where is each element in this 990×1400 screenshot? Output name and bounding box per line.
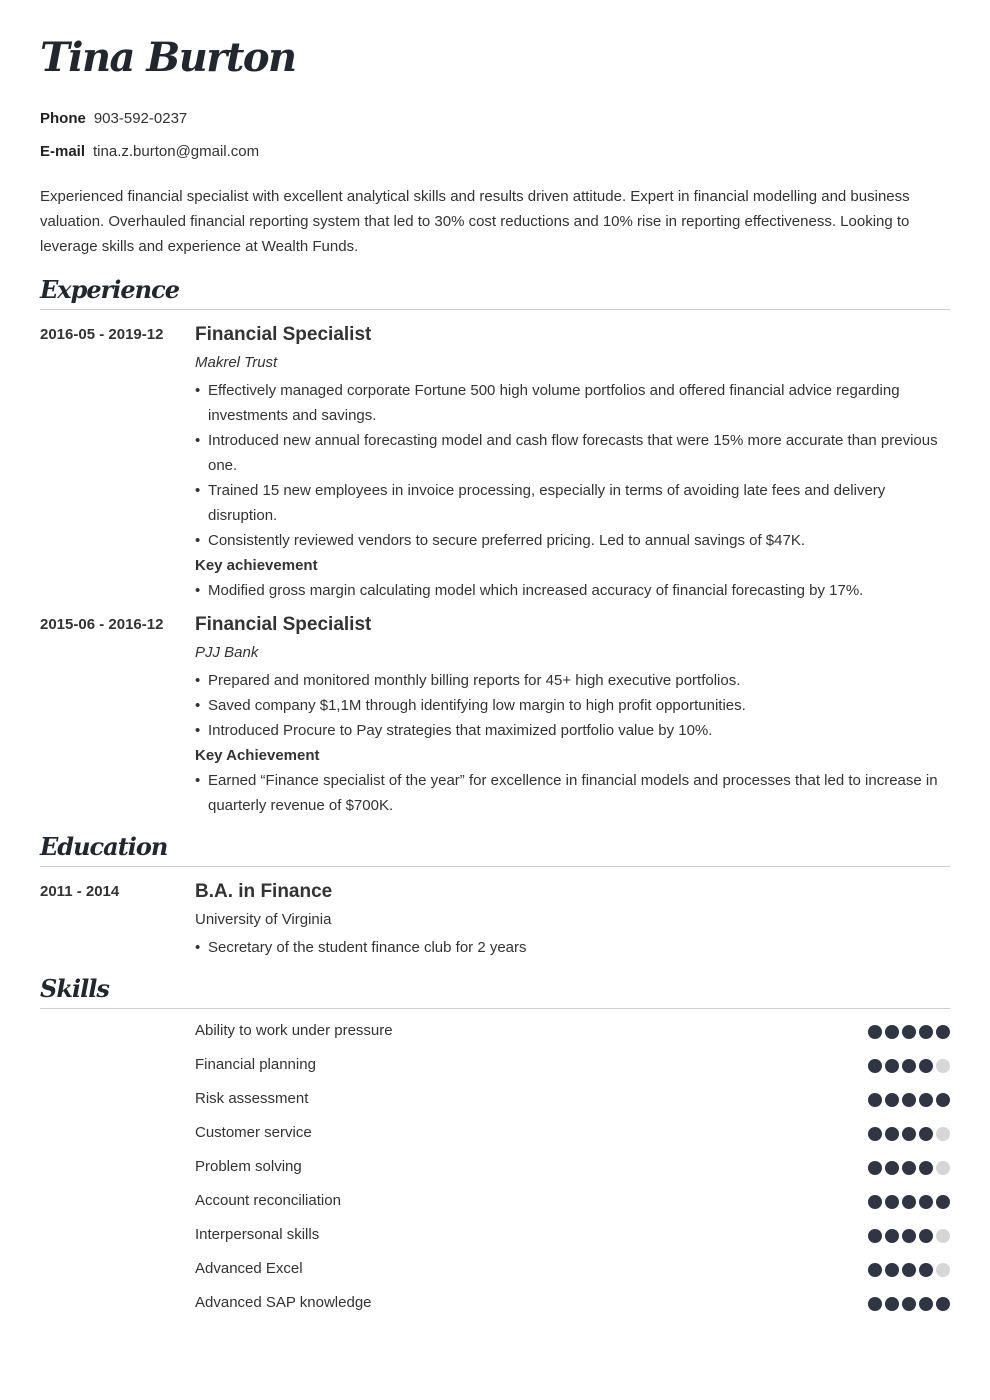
rating-dot-filled-icon (902, 1263, 916, 1277)
bullet-icon: • (195, 939, 201, 956)
skill-rating (868, 1127, 950, 1141)
bullet-icon: • (195, 432, 201, 449)
rating-dot-filled-icon (919, 1025, 933, 1039)
rating-dot-filled-icon (902, 1127, 916, 1141)
list-item: • Effectively managed corporate Fortune 500 high volume portfolios and offered financial advice regarding investments and savings. (195, 378, 950, 428)
education-section-title: Education (40, 832, 168, 861)
skill-name: Account reconciliation (195, 1192, 341, 1209)
bullet-icon: • (195, 722, 201, 739)
skill-name: Risk assessment (195, 1090, 309, 1107)
duties-list (195, 668, 950, 743)
candidate-name: Tina Burton (40, 34, 296, 81)
skill-name: Interpersonal skills (195, 1226, 320, 1243)
skill-rating (868, 1263, 950, 1277)
company-name: Makrel Trust (195, 354, 278, 371)
rating-dot-filled-icon (902, 1297, 916, 1311)
skill-name: Financial planning (195, 1056, 316, 1073)
rating-dot-empty-icon (936, 1161, 950, 1175)
skill-name: Advanced Excel (195, 1260, 303, 1277)
skill-row (195, 1021, 950, 1041)
list-item: • Saved company $1,1M through identifying low margin to high profit opportunities. (195, 693, 950, 718)
list-item: • Prepared and monitored monthly billing reports for 45+ high executive portfolios. (195, 668, 950, 693)
phone-value: 903-592-0237 (93, 110, 188, 127)
bullet-icon: • (195, 772, 201, 789)
skill-name: Problem solving (195, 1158, 302, 1175)
rating-dot-empty-icon (936, 1127, 950, 1141)
rating-dot-empty-icon (936, 1263, 950, 1277)
phone-row (40, 110, 187, 128)
rating-dot-filled-icon (868, 1297, 882, 1311)
skill-row (195, 1157, 950, 1177)
rating-dot-filled-icon (936, 1297, 950, 1311)
skills-section-title: Skills (40, 974, 109, 1003)
rating-dot-filled-icon (919, 1195, 933, 1209)
email-row (40, 143, 259, 161)
profile-summary: Experienced financial specialist with excellent analytical skills and results driven attitude. Expert in financial modelling and business valuation. Overhauled financial reporting system that led to 30% cost reductions and 10% rise in reporting effectiveness. Looking to leverage skills and experience at Wealth Funds. (40, 188, 910, 255)
skill-rating (868, 1297, 950, 1311)
rating-dot-filled-icon (885, 1229, 899, 1243)
skill-name: Advanced SAP knowledge (195, 1294, 372, 1311)
skill-row (195, 1089, 950, 1109)
rating-dot-filled-icon (919, 1297, 933, 1311)
rating-dot-filled-icon (902, 1059, 916, 1073)
experience-section-title: Experience (40, 275, 180, 304)
rating-dot-filled-icon (868, 1161, 882, 1175)
entry-body (195, 324, 950, 603)
degree-title: B.A. in Finance (195, 881, 333, 902)
list-item: • Trained 15 new employees in invoice processing, especially in terms of avoiding late fees and delivery disruption. (195, 478, 950, 528)
email-label: E-mail (40, 143, 86, 160)
bullet-icon: • (195, 672, 201, 689)
rating-dot-filled-icon (919, 1059, 933, 1073)
rating-dot-filled-icon (885, 1025, 899, 1039)
rating-dot-filled-icon (902, 1229, 916, 1243)
skill-name: Ability to work under pressure (195, 1022, 393, 1039)
bullet-icon: • (195, 382, 201, 399)
bullet-icon: • (195, 482, 201, 499)
skill-row (195, 1123, 950, 1143)
rating-dot-filled-icon (885, 1263, 899, 1277)
rating-dot-empty-icon (936, 1059, 950, 1073)
experience-section-header (40, 275, 950, 310)
skill-row (195, 1293, 950, 1313)
bullet-icon: • (195, 697, 201, 714)
rating-dot-filled-icon (885, 1195, 899, 1209)
job-title: Financial Specialist (195, 324, 372, 345)
list-item: • Earned “Finance specialist of the year” for excellence in financial models and processes that led to increase in quarterly revenue of $700K. (195, 768, 950, 818)
rating-dot-filled-icon (919, 1127, 933, 1141)
rating-dot-filled-icon (902, 1195, 916, 1209)
key-achievement-label: Key achievement (195, 557, 318, 574)
rating-dot-filled-icon (919, 1161, 933, 1175)
bullet-icon: • (195, 532, 201, 549)
skill-row (195, 1191, 950, 1211)
rating-dot-filled-icon (868, 1229, 882, 1243)
skill-row (195, 1225, 950, 1245)
rating-dot-filled-icon (868, 1263, 882, 1277)
entry-dates: 2016-05 - 2019-12 (40, 326, 164, 343)
entry-body (195, 881, 950, 960)
rating-dot-filled-icon (919, 1229, 933, 1243)
achievements-list (195, 578, 950, 603)
rating-dot-filled-icon (885, 1127, 899, 1141)
phone-label: Phone (40, 110, 86, 127)
skill-row (195, 1259, 950, 1279)
list-item: • Introduced new annual forecasting model and cash flow forecasts that were 15% more accurate than previous one. (195, 428, 950, 478)
list-item: • Consistently reviewed vendors to secure preferred pricing. Led to annual savings of $47K. (195, 528, 950, 553)
rating-dot-filled-icon (902, 1161, 916, 1175)
skill-rating (868, 1195, 950, 1209)
rating-dot-filled-icon (902, 1025, 916, 1039)
rating-dot-filled-icon (936, 1093, 950, 1107)
school-name: University of Virginia (195, 911, 332, 928)
rating-dot-filled-icon (902, 1093, 916, 1107)
list-item: • Secretary of the student finance club for 2 years (195, 935, 950, 960)
entry-body (195, 614, 950, 818)
rating-dot-filled-icon (885, 1059, 899, 1073)
education-details-list (195, 935, 950, 960)
rating-dot-empty-icon (936, 1229, 950, 1243)
entry-dates: 2011 - 2014 (40, 883, 120, 900)
rating-dot-filled-icon (868, 1025, 882, 1039)
skill-rating (868, 1093, 950, 1107)
rating-dot-filled-icon (936, 1025, 950, 1039)
skill-rating (868, 1025, 950, 1039)
skill-rating (868, 1229, 950, 1243)
rating-dot-filled-icon (885, 1093, 899, 1107)
rating-dot-filled-icon (919, 1263, 933, 1277)
email-value[interactable]: tina.z.burton@gmail.com (93, 143, 260, 160)
rating-dot-filled-icon (868, 1195, 882, 1209)
skill-rating (868, 1059, 950, 1073)
rating-dot-filled-icon (919, 1093, 933, 1107)
achievements-list (195, 768, 950, 818)
rating-dot-filled-icon (885, 1297, 899, 1311)
company-name: PJJ Bank (195, 644, 259, 661)
education-section-header (40, 832, 950, 867)
rating-dot-filled-icon (868, 1093, 882, 1107)
key-achievement-label: Key Achievement (195, 747, 320, 764)
rating-dot-filled-icon (868, 1127, 882, 1141)
duties-list (195, 378, 950, 553)
bullet-icon: • (195, 582, 201, 599)
rating-dot-filled-icon (885, 1161, 899, 1175)
skill-row (195, 1055, 950, 1075)
rating-dot-filled-icon (868, 1059, 882, 1073)
entry-dates: 2015-06 - 2016-12 (40, 616, 164, 633)
skill-rating (868, 1161, 950, 1175)
rating-dot-filled-icon (936, 1195, 950, 1209)
list-item: • Introduced Procure to Pay strategies that maximized portfolio value by 10%. (195, 718, 950, 743)
skill-name: Customer service (195, 1124, 312, 1141)
list-item: • Modified gross margin calculating model which increased accuracy of financial forecasting by 17%. (195, 578, 950, 603)
job-title: Financial Specialist (195, 614, 372, 635)
skills-section-header (40, 974, 950, 1009)
